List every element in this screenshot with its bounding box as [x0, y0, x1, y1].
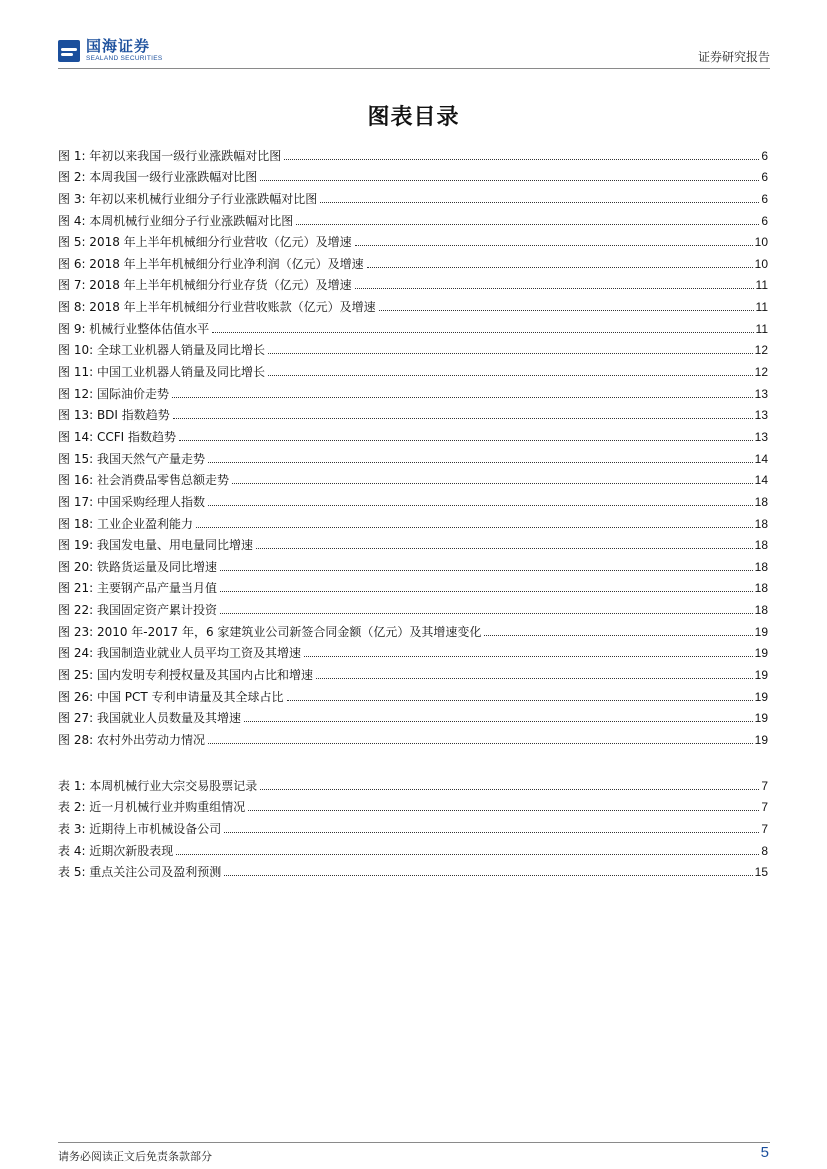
dot-leader — [379, 310, 754, 311]
toc-entry-page: 19 — [754, 689, 768, 704]
toc-entry[interactable] — [58, 530, 768, 552]
toc-entry-label: 图 17: 中国采购经理人指数 — [58, 494, 205, 509]
toc-entry-page: 18 — [754, 603, 768, 618]
dot-leader — [179, 440, 753, 441]
toc-entry-page: 12 — [754, 365, 768, 380]
page-header — [58, 36, 770, 66]
toc-entry-page: 8 — [761, 843, 768, 858]
toc-entry[interactable] — [58, 400, 768, 422]
toc-entry[interactable] — [58, 162, 768, 184]
toc-entry[interactable] — [58, 205, 768, 227]
dot-leader — [316, 678, 753, 679]
dot-leader — [173, 418, 753, 419]
toc-entry-label: 表 2: 近一月机械行业并购重组情况 — [58, 800, 246, 815]
toc-entry[interactable] — [58, 792, 768, 814]
dot-leader — [287, 700, 753, 701]
toc-entry-page: 11 — [755, 321, 768, 336]
toc-entry-label: 图 9: 机械行业整体估值水平 — [58, 321, 210, 336]
toc-entry-label: 图 24: 我国制造业就业人员平均工资及其增速 — [58, 646, 301, 661]
brand-logo — [58, 36, 163, 66]
toc-entry[interactable] — [58, 486, 768, 508]
toc-entry-page: 18 — [754, 494, 768, 509]
toc-entry-label: 图 26: 中国 PCT 专利申请量及其全球占比 — [58, 689, 284, 704]
dot-leader — [220, 613, 753, 614]
toc-entry[interactable] — [58, 140, 768, 162]
toc-entry[interactable] — [58, 813, 768, 835]
dot-leader — [355, 288, 754, 289]
toc-entry-page: 13 — [754, 386, 768, 401]
dot-leader — [304, 656, 753, 657]
toc-entry-page: 19 — [754, 646, 768, 661]
toc-entry-label: 图 21: 主要钢产品产量当月值 — [58, 581, 217, 596]
toc-entry[interactable] — [58, 573, 768, 595]
toc-entry[interactable] — [58, 227, 768, 249]
toc-entry[interactable] — [58, 508, 768, 530]
toc-entry-label: 图 19: 我国发电量、用电量同比增速 — [58, 538, 253, 553]
dot-leader — [284, 159, 759, 160]
dot-leader — [268, 353, 753, 354]
dot-leader — [232, 483, 753, 484]
footer-disclaimer: 请务必阅读正文后免责条款部分 — [58, 1150, 212, 1163]
toc-entry[interactable] — [58, 857, 768, 879]
toc-entry-label: 图 25: 国内发明专利授权量及其国内占比和增速 — [58, 668, 313, 683]
dot-leader — [355, 245, 753, 246]
toc-entry[interactable] — [58, 421, 768, 443]
toc-entry-label: 图 27: 我国就业人员数量及其增速 — [58, 711, 241, 726]
toc-entry-page: 7 — [761, 778, 768, 793]
dot-leader — [256, 548, 753, 549]
table-list — [58, 770, 768, 878]
brand-name-en: SEALAND SECURITIES — [86, 55, 163, 63]
toc-entry-label: 表 5: 重点关注公司及盈利预测 — [58, 865, 222, 880]
dot-leader — [220, 570, 753, 571]
dot-leader — [220, 591, 753, 592]
toc-entry-label: 表 1: 本周机械行业大宗交易股票记录 — [58, 778, 258, 793]
toc-entry-label: 图 7: 2018 年上半年机械细分行业存货（亿元）及增速 — [58, 278, 352, 293]
dot-leader — [320, 202, 759, 203]
toc-entry[interactable] — [58, 356, 768, 378]
toc-entry-page: 6 — [761, 148, 768, 163]
toc-entry-page: 7 — [761, 800, 768, 815]
toc-entry-label: 图 5: 2018 年上半年机械细分行业营收（亿元）及增速 — [58, 235, 352, 250]
toc-entry[interactable] — [58, 835, 768, 857]
toc-entry-label: 图 2: 本周我国一级行业涨跌幅对比图 — [58, 170, 258, 185]
brand-name-cn: 国海证券 — [86, 37, 151, 56]
toc-entry-label: 图 14: CCFI 指数趋势 — [58, 429, 176, 444]
toc-entry-label: 图 23: 2010 年-2017 年，6 家建筑业公司新签合同金额（亿元）及其增速变化 — [58, 624, 482, 639]
toc-entry-label: 图 13: BDI 指数趋势 — [58, 408, 170, 423]
dot-leader — [196, 527, 753, 528]
header-divider — [58, 68, 770, 69]
toc-entry-page: 19 — [754, 624, 768, 639]
logo-icon — [58, 40, 80, 62]
toc-entry[interactable] — [58, 638, 768, 660]
toc-entry-page: 13 — [754, 429, 768, 444]
toc-entry-label: 图 20: 铁路货运量及同比增速 — [58, 559, 217, 574]
toc-entry-page: 10 — [754, 256, 768, 271]
toc-entry-page: 10 — [754, 235, 768, 250]
dot-leader — [172, 397, 753, 398]
toc-entry-page: 15 — [754, 865, 768, 880]
toc-entry-page: 12 — [754, 343, 768, 358]
toc-entry-page: 18 — [754, 516, 768, 531]
toc-entry[interactable] — [58, 291, 768, 313]
toc-entry-label: 图 15: 我国天然气产量走势 — [58, 451, 205, 466]
dot-leader — [208, 505, 753, 506]
toc-entry-page: 6 — [761, 191, 768, 206]
dot-leader — [212, 332, 753, 333]
toc-entry-page: 14 — [754, 451, 768, 466]
toc-entry-label: 图 3: 年初以来机械行业细分子行业涨跌幅对比图 — [58, 191, 318, 206]
dot-leader — [268, 375, 753, 376]
page-title: 图表目录 — [367, 104, 460, 130]
toc-entry[interactable] — [58, 770, 768, 792]
dot-leader — [260, 180, 759, 181]
toc-entry[interactable] — [58, 724, 768, 746]
footer-divider — [58, 1142, 770, 1143]
toc-entry-page: 6 — [761, 213, 768, 228]
toc-entry-page: 7 — [761, 821, 768, 836]
report-type-label: 证券研究报告 — [697, 50, 770, 64]
dot-leader — [367, 267, 753, 268]
toc-entry[interactable] — [58, 703, 768, 725]
toc-entry[interactable] — [58, 313, 768, 335]
toc-entry-page: 13 — [754, 408, 768, 423]
dot-leader — [244, 721, 753, 722]
toc-entry-page: 19 — [754, 668, 768, 683]
toc-entry[interactable] — [58, 270, 768, 292]
toc-entry-page: 14 — [754, 473, 768, 488]
toc-entry-page: 18 — [754, 559, 768, 574]
dot-leader — [224, 875, 752, 876]
toc-entry[interactable] — [58, 335, 768, 357]
toc-entry-label: 表 4: 近期次新股表现 — [58, 843, 174, 858]
toc-entry-page: 19 — [754, 711, 768, 726]
toc-entry[interactable] — [58, 594, 768, 616]
toc-entry-page: 18 — [754, 581, 768, 596]
toc-entry-page: 11 — [755, 300, 768, 315]
toc-entry-page: 18 — [754, 538, 768, 553]
figure-list — [58, 140, 768, 746]
toc-entry[interactable] — [58, 551, 768, 573]
dot-leader — [296, 224, 759, 225]
toc-entry-label: 图 10: 全球工业机器人销量及同比增长 — [58, 343, 265, 358]
toc-entry-label: 表 3: 近期待上市机械设备公司 — [58, 821, 222, 836]
toc-entry-page: 6 — [761, 170, 768, 185]
toc-entry-label: 图 28: 农村外出劳动力情况 — [58, 732, 205, 747]
toc-entry-label: 图 4: 本周机械行业细分子行业涨跌幅对比图 — [58, 213, 294, 228]
toc-entry[interactable] — [58, 616, 768, 638]
toc-entry[interactable] — [58, 248, 768, 270]
toc-entry[interactable] — [58, 465, 768, 487]
toc-entry-label: 图 12: 国际油价走势 — [58, 386, 169, 401]
toc-entry-label: 图 16: 社会消费品零售总额走势 — [58, 473, 229, 488]
toc-entry-page: 11 — [755, 278, 768, 293]
toc-entry-label: 图 22: 我国固定资产累计投资 — [58, 603, 217, 618]
toc-entry-label: 图 8: 2018 年上半年机械细分行业营收账款（亿元）及增速 — [58, 300, 376, 315]
dot-leader — [484, 635, 752, 636]
dot-leader — [260, 789, 759, 790]
toc-entry-label: 图 11: 中国工业机器人销量及同比增长 — [58, 365, 265, 380]
dot-leader — [208, 462, 753, 463]
toc-entry[interactable] — [58, 681, 768, 703]
toc-entry-label: 图 18: 工业企业盈利能力 — [58, 516, 193, 531]
page-number: 5 — [760, 1144, 769, 1161]
dot-leader — [208, 743, 753, 744]
toc-entry-page: 19 — [754, 732, 768, 747]
toc-entry-label: 图 1: 年初以来我国一级行业涨跌幅对比图 — [58, 148, 282, 163]
toc-entry[interactable] — [58, 183, 768, 205]
dot-leader — [224, 832, 759, 833]
dot-leader — [248, 810, 759, 811]
toc-entry-label: 图 6: 2018 年上半年机械细分行业净利润（亿元）及增速 — [58, 256, 364, 271]
toc-entry[interactable] — [58, 443, 768, 465]
toc-entry[interactable] — [58, 659, 768, 681]
dot-leader — [176, 854, 759, 855]
toc-entry[interactable] — [58, 378, 768, 400]
